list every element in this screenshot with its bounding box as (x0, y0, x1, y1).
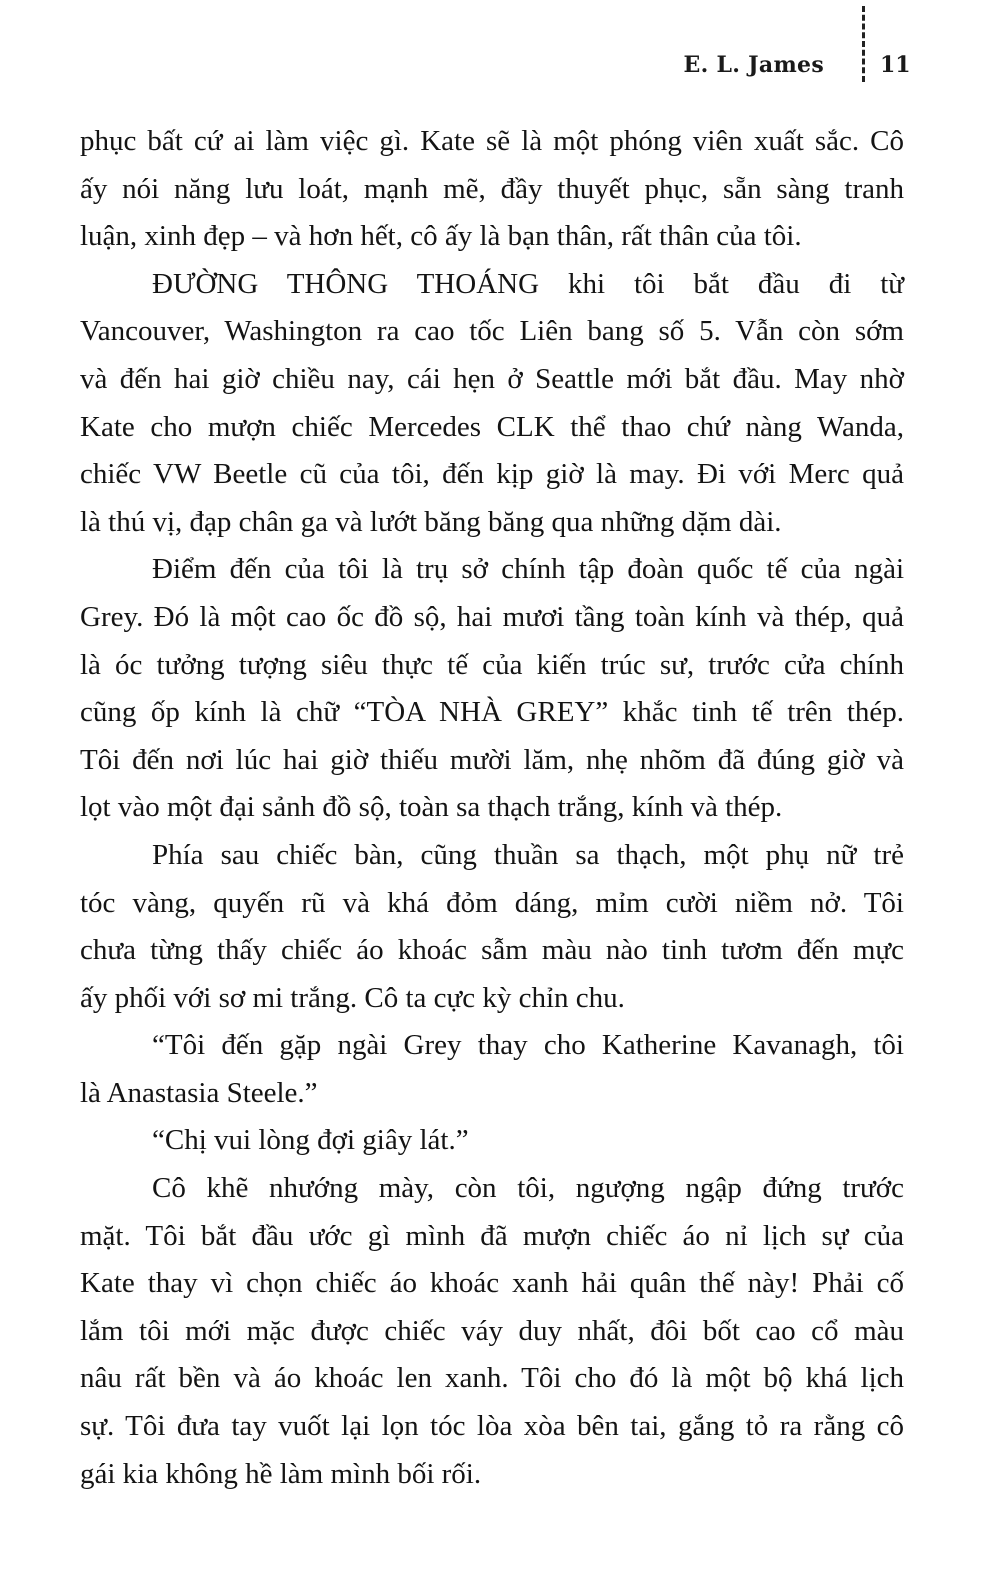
text-line: luận, xinh đẹp – và hơn hết, cô ấy là bạn thân, rất thân của tôi. (80, 220, 802, 253)
text-line: tóc vàng, quyến rũ và khá đỏm dáng, mỉm cười niềm nở. Tôi (80, 886, 904, 919)
text-line: là thú vị, đạp chân ga và lướt băng băng qua những dặm dài. (80, 505, 782, 538)
text-line: là Anastasia Steele.” (80, 1076, 318, 1109)
paragraph (80, 832, 904, 1022)
text-line: Grey. Đó là một cao ốc đồ sộ, hai mươi tầng toàn kính và thép, quả (80, 600, 904, 633)
text-line: Kate thay vì chọn chiếc áo khoác xanh hải quân thế này! Phải cố (80, 1267, 904, 1300)
text-line: ấy nói năng lưu loát, mạnh mẽ, đầy thuyết phục, sẵn sàng tranh (80, 172, 904, 205)
text-line: Cô khẽ nhướng mày, còn tôi, ngượng ngập đứng trước (152, 1172, 904, 1205)
running-head (0, 50, 1000, 90)
text-line: sự. Tôi đưa tay vuốt lại lọn tóc lòa xòa bên tai, gắng tỏ ra rằng cô (80, 1410, 904, 1443)
text-line: “Tôi đến gặp ngài Grey thay cho Katherine Kavanagh, tôi (152, 1029, 904, 1062)
text-line: “Chị vui lòng đợi giây lát.” (152, 1124, 469, 1157)
page-number: 11 (880, 52, 911, 78)
text-line: Kate cho mượn chiếc Mercedes CLK thể thao chứ nàng Wanda, (80, 410, 904, 443)
text-line: Phía sau chiếc bàn, cũng thuần sa thạch, một phụ nữ trẻ (152, 838, 904, 871)
author-name: E. L. James (683, 52, 824, 78)
text-line: Vancouver, Washington ra cao tốc Liên bang số 5. Vẫn còn sớm (80, 315, 904, 348)
text-line: chưa từng thấy chiếc áo khoác sẫm màu nào tinh tươm đến mực (80, 934, 904, 967)
text-line: và đến hai giờ chiều nay, cái hẹn ở Seattle mới bắt đầu. May nhờ (80, 362, 904, 395)
paragraph (80, 1165, 904, 1498)
text-line: lọt vào một đại sảnh đồ sộ, toàn sa thạch trắng, kính và thép. (80, 791, 783, 824)
text-line: ĐƯỜNG THÔNG THOÁNG khi tôi bắt đầu đi từ (152, 267, 904, 300)
text-line: chiếc VW Beetle cũ của tôi, đến kịp giờ là may. Đi với Merc quả (80, 458, 904, 491)
paragraph (80, 118, 904, 261)
text-line: lắm tôi mới mặc được chiếc váy duy nhất, đôi bốt cao cổ màu (80, 1314, 904, 1347)
text-line: là óc tưởng tượng siêu thực tế của kiến trúc sư, trước cửa chính (80, 648, 904, 681)
paragraph (80, 261, 904, 547)
paragraph (80, 1117, 904, 1165)
text-line: gái kia không hề làm mình bối rối. (80, 1457, 482, 1490)
text-line: Điểm đến của tôi là trụ sở chính tập đoàn quốc tế của ngài (152, 553, 904, 586)
text-line: nâu rất bền và áo khoác len xanh. Tôi cho đó là một bộ khá lịch (80, 1362, 904, 1395)
text-line: cũng ốp kính là chữ “TÒA NHÀ GREY” khắc tinh tế trên thép. (80, 696, 904, 729)
text-line: ấy phối với sơ mi trắng. Cô ta cực kỳ chỉn chu. (80, 981, 625, 1014)
text-line: mặt. Tôi bắt đầu ước gì mình đã mượn chiếc áo nỉ lịch sự của (80, 1219, 904, 1252)
paragraph (80, 546, 904, 832)
text-line: Tôi đến nơi lúc hai giờ thiếu mười lăm, nhẹ nhõm đã đúng giờ và (80, 743, 904, 776)
text-line: phục bất cứ ai làm việc gì. Kate sẽ là một phóng viên xuất sắc. Cô (80, 125, 904, 157)
header-divider (862, 6, 865, 82)
paragraph (80, 1022, 904, 1117)
body-text (80, 118, 904, 1498)
